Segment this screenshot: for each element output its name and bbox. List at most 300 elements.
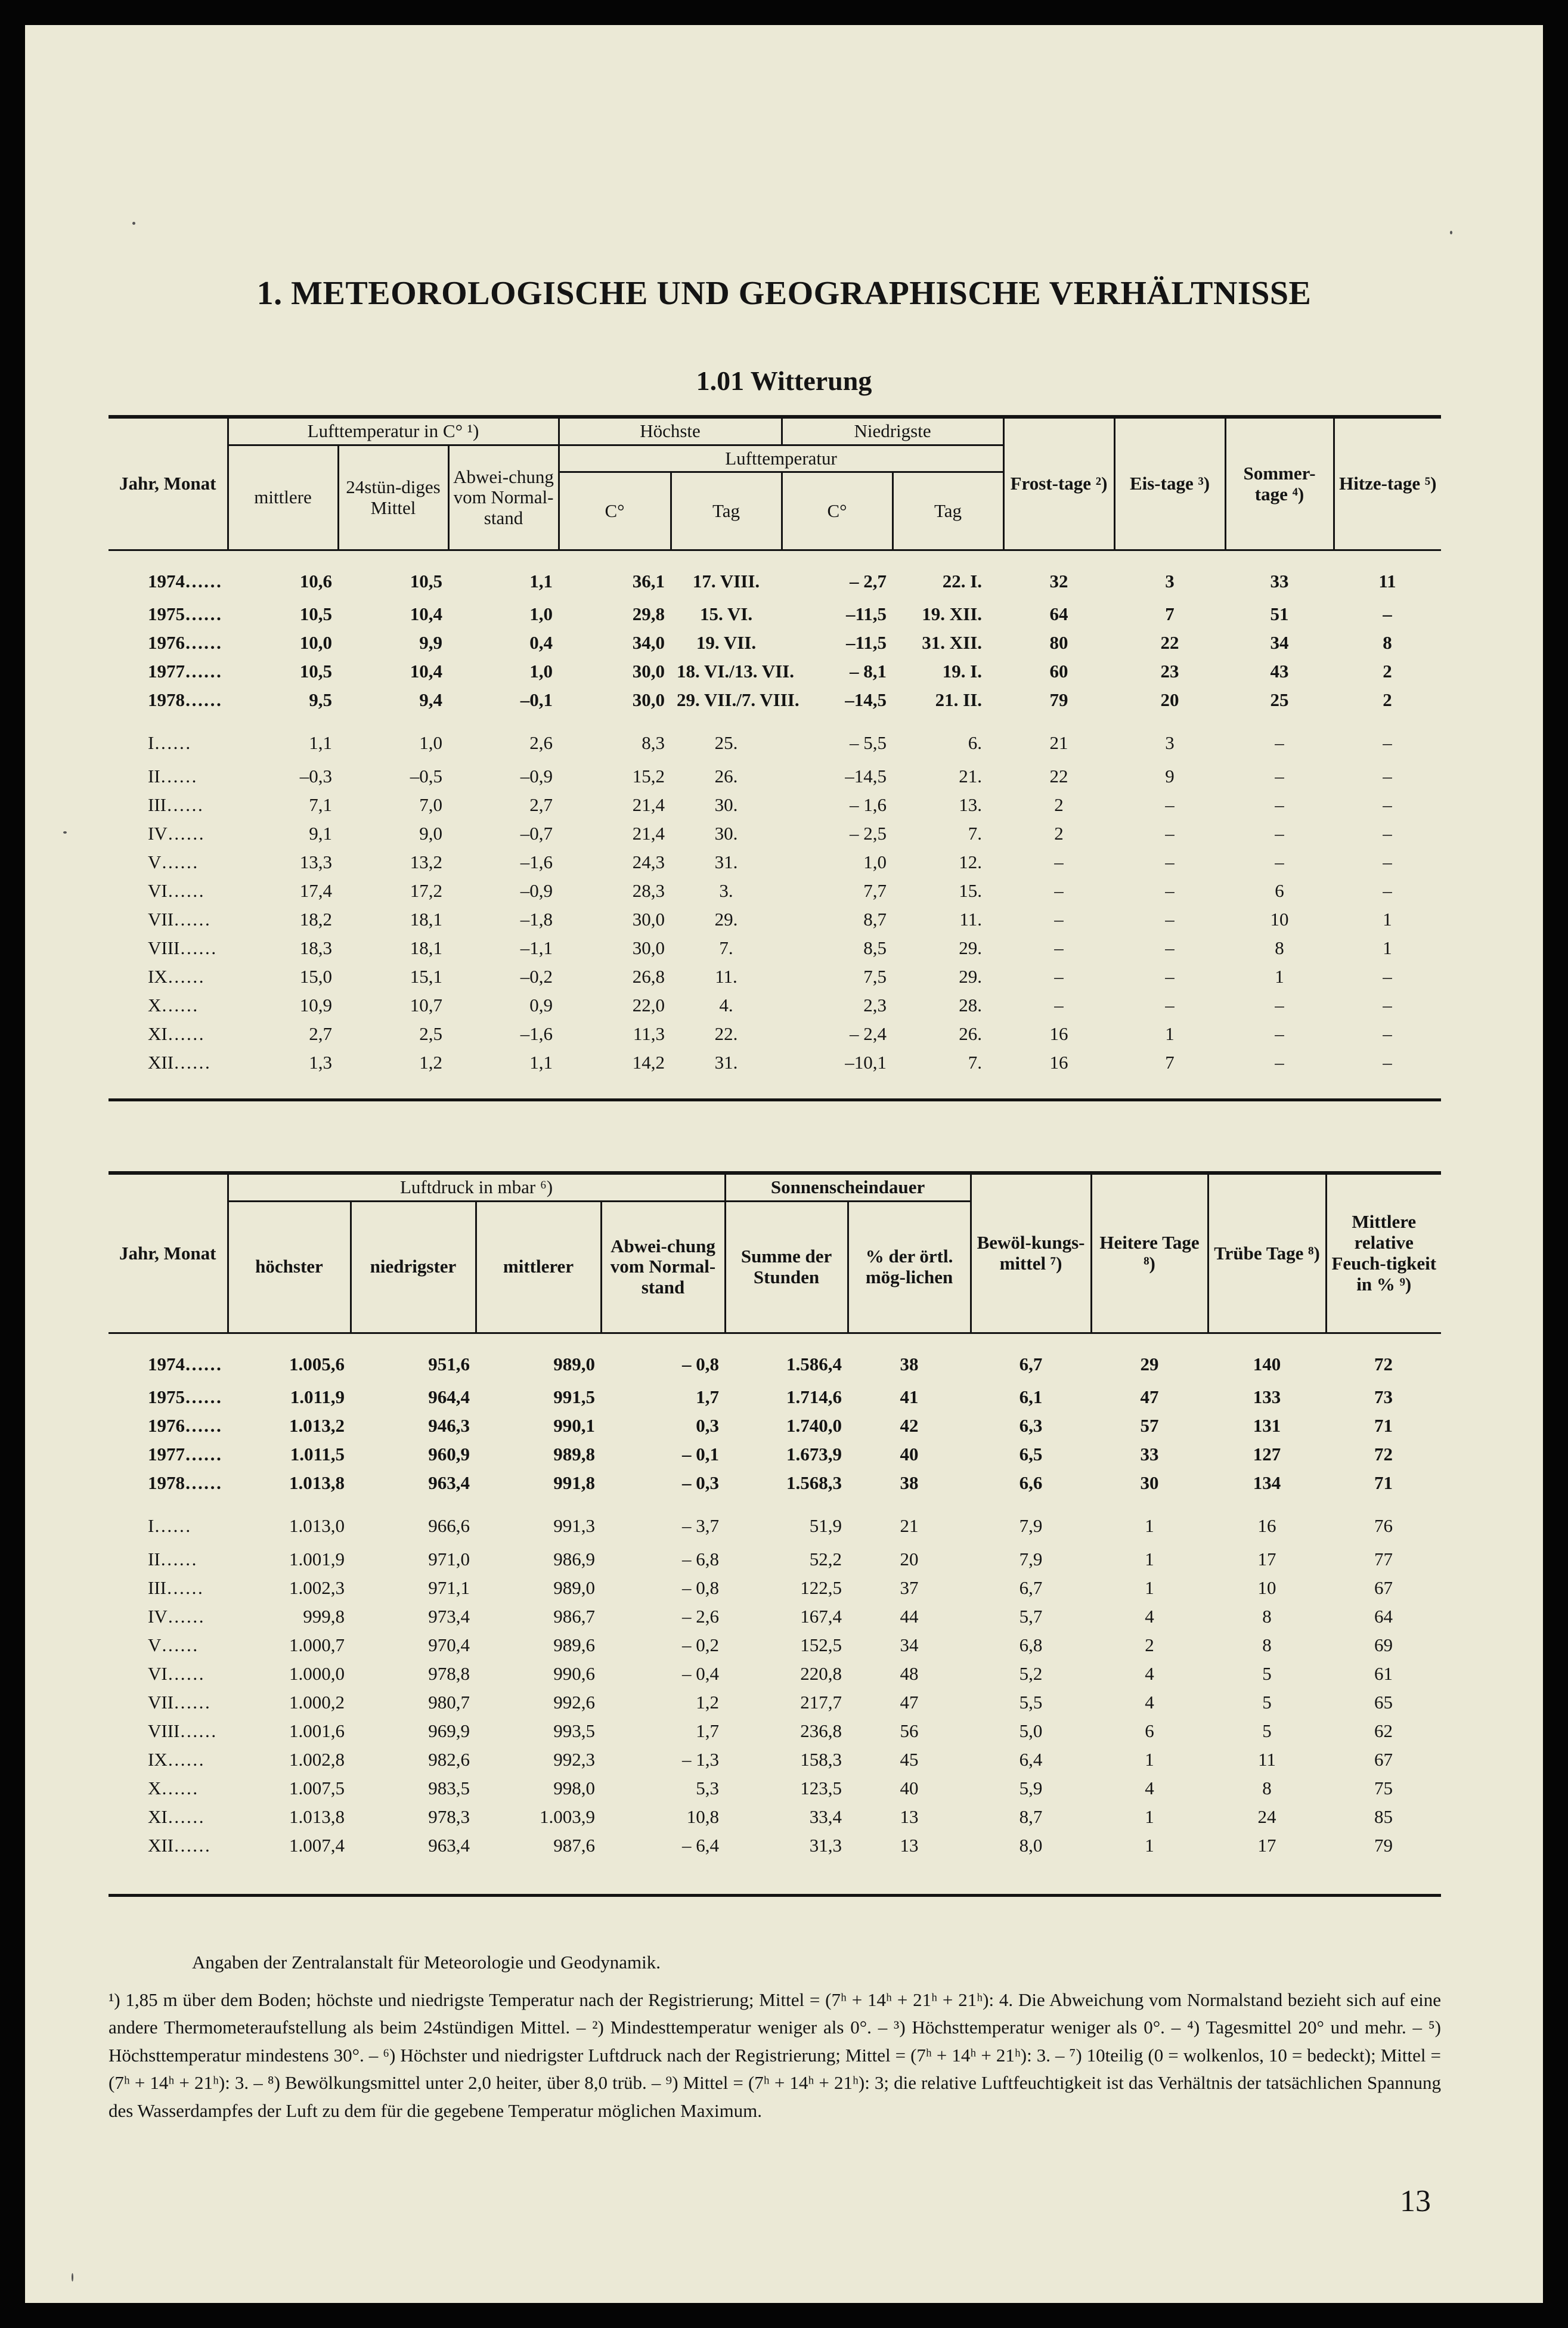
header-hoechster: höchster: [228, 1201, 351, 1333]
table-cell: 5,0: [1019, 1720, 1043, 1741]
table-cell: 15,0: [299, 966, 332, 987]
table-cell: 1,7: [696, 1720, 720, 1741]
table-cell: 22,0: [632, 995, 665, 1016]
table-cell: 33: [1270, 571, 1289, 592]
table-cell: 1.000,2: [289, 1691, 345, 1713]
table-cell: 2,7: [309, 1023, 332, 1045]
table-cell: 8: [1275, 937, 1284, 959]
paper-speck: [63, 831, 67, 834]
table-cell: –: [1275, 766, 1284, 787]
source-note: Angaben der Zentralanstalt für Meteorologie und Geodynamik.: [192, 1952, 661, 1973]
table-row: [109, 791, 1441, 819]
table-cell: 8,7: [1019, 1806, 1043, 1827]
table-cell: –: [1383, 603, 1392, 625]
row-label: 1977……: [148, 1443, 222, 1465]
table-cell: 3: [1165, 571, 1175, 592]
table-cell: 1,1: [309, 732, 332, 754]
table-cell: –14,5: [845, 689, 887, 711]
table-cell: 998,0: [553, 1777, 595, 1798]
table-cell: –14,5: [845, 766, 887, 787]
table-cell: 1.003,9: [540, 1806, 595, 1827]
table-cell: 18. VI./13. VII.: [677, 661, 794, 682]
table-cell: 18,2: [299, 909, 332, 930]
table-cell: 21: [900, 1515, 919, 1536]
table-cell: 21,4: [632, 794, 665, 816]
header-c-low: C°: [782, 472, 893, 550]
footnotes: ¹) 1,85 m über dem Boden; höchste und niedrigste Temperatur nach der Registrierung; Mittel = (7ʰ + 14ʰ + 21ʰ + 21ʰ): 4. Die Abweichung vom Normalstand bezieht sich auf eine andere Thermometeraufstellung als beim 24stündigen Mittel. – ²) Mindesttemperatur weniger als 0°. – ³) Höchsttemperatur weniger als 0°. – ⁴) Tagesmittel 20° und mehr. – ⁵) Höchsttemperatur mindestens 30°. – ⁶) Höchster und niedrigster Luftdruck nach der Registrierung; Mittel = (7ʰ + 14ʰ + 21ʰ): 3. – ⁷) 10teilig (0 = wolkenlos, 10 = bedeckt); Mittel = (7ʰ + 14ʰ + 21ʰ): 3. – ⁸) Bewölkungsmittel unter 2,0 heiter, über 8,0 trüb. – ⁹) Mittel = (7ʰ + 14ʰ + 21ʰ): 3; die relative Luftfeuchtigkeit ist das Verhältnis der tatsächlichen Spannung des Wasserdampfes der Luft zu dem für die gegebene Temperatur möglichen Maximum.: [109, 1989, 1441, 2121]
table-cell: 18,1: [410, 937, 442, 959]
table-cell: – 0,1: [682, 1443, 720, 1465]
table-cell: 24,3: [632, 852, 665, 873]
table-cell: 64: [1049, 603, 1068, 625]
document-page: [25, 25, 1543, 2303]
table-cell: 8: [1262, 1777, 1272, 1798]
table-cell: 72: [1374, 1443, 1393, 1465]
table-cell: 18,3: [299, 937, 332, 959]
table-row: [109, 629, 1441, 657]
table-cell: 26.: [714, 766, 738, 787]
table-cell: – 6,4: [682, 1834, 720, 1856]
table-cell: 140: [1253, 1353, 1281, 1374]
table-cell: 1.586,4: [786, 1353, 842, 1374]
table-end-rule: [109, 1098, 1441, 1101]
table-cell: 30: [1140, 1472, 1159, 1493]
table-cell: –: [1383, 732, 1392, 754]
table-cell: 21. II.: [935, 689, 983, 711]
table-row: [109, 819, 1441, 848]
table-cell: 29.: [959, 937, 983, 959]
table-cell: 22: [1049, 766, 1068, 787]
table-cell: –: [1383, 1052, 1392, 1073]
table-cell: 15,2: [632, 766, 665, 787]
table-cell: 10,7: [410, 995, 442, 1016]
table-cell: 77: [1374, 1548, 1393, 1569]
table-cell: 51: [1270, 603, 1289, 625]
header-truebe-tage: Trübe Tage ⁸): [1208, 1173, 1326, 1333]
pressure-table-body: [109, 1333, 1441, 1883]
table-cell: 8,0: [1019, 1834, 1043, 1856]
table-cell: 10,5: [299, 603, 332, 625]
table-cell: 21,4: [632, 823, 665, 844]
header-frosttage: Frost-tage ²): [1003, 417, 1114, 550]
table-cell: 21.: [959, 766, 983, 787]
table-cell: –: [1054, 937, 1064, 959]
table-cell: 999,8: [303, 1605, 345, 1627]
table-cell: 10,5: [410, 571, 442, 592]
table-cell: 5: [1262, 1720, 1272, 1741]
table-cell: 1: [1145, 1515, 1154, 1536]
row-label: VI……: [148, 880, 204, 902]
table-cell: 7,9: [1019, 1515, 1043, 1536]
table-cell: 131: [1253, 1414, 1281, 1436]
table-cell: 79: [1049, 689, 1068, 711]
table-row: [109, 1469, 1441, 1497]
table-cell: 26,8: [632, 966, 665, 987]
table-cell: 26.: [959, 1023, 983, 1045]
row-label: 1976……: [148, 632, 222, 654]
table-cell: 28,3: [632, 880, 665, 902]
row-label: XI……: [148, 1023, 204, 1045]
table-cell: 10,0: [299, 632, 332, 654]
table-cell: 8,5: [863, 937, 887, 959]
table-cell: 3.: [719, 880, 733, 902]
table-cell: 11.: [959, 909, 983, 930]
table-cell: –0,9: [520, 766, 553, 787]
table-cell: 10: [1257, 1577, 1276, 1598]
header-jahr-monat: Jahr, Monat: [109, 1173, 228, 1333]
row-label: III……: [148, 794, 203, 816]
table-row: [109, 1020, 1441, 1048]
table-cell: 127: [1253, 1443, 1281, 1465]
table-cell: 8: [1383, 632, 1392, 654]
table-cell: 6,8: [1019, 1634, 1043, 1655]
table-cell: 1.568,3: [786, 1472, 842, 1493]
table-cell: 40: [900, 1443, 919, 1465]
table-cell: – 8,1: [850, 661, 887, 682]
table-row: [109, 1745, 1441, 1774]
table-cell: 7: [1165, 1052, 1175, 1073]
table-cell: 30,0: [632, 909, 665, 930]
table-row: [109, 905, 1441, 934]
table-cell: 991,3: [553, 1515, 595, 1536]
table-cell: 67: [1374, 1748, 1393, 1770]
table-cell: 47: [1140, 1386, 1159, 1407]
table-cell: 152,5: [800, 1634, 842, 1655]
table-row: [109, 934, 1441, 962]
table-cell: 29,8: [632, 603, 665, 625]
table-cell: 133: [1253, 1386, 1281, 1407]
table-cell: 11.: [715, 966, 737, 987]
table-cell: 10,6: [299, 571, 332, 592]
table-cell: 971,1: [428, 1577, 470, 1598]
table-cell: 971,0: [428, 1548, 470, 1569]
table-cell: 989,6: [553, 1634, 595, 1655]
header-tag-low: Tag: [893, 472, 1003, 550]
header-lufttemperatur: Lufttemperatur in C° ¹): [228, 417, 559, 445]
table-cell: –: [1165, 995, 1175, 1016]
table-cell: –: [1054, 995, 1064, 1016]
table-cell: 11: [1378, 571, 1396, 592]
table-cell: 73: [1374, 1386, 1393, 1407]
table-cell: 134: [1253, 1472, 1281, 1493]
table-cell: 14,2: [632, 1052, 665, 1073]
table-row: [109, 962, 1441, 991]
table-row: [109, 1688, 1441, 1717]
table-cell: 6,5: [1019, 1443, 1043, 1465]
table-cell: 2: [1383, 689, 1392, 711]
table-cell: –: [1165, 852, 1175, 873]
table-cell: 966,6: [428, 1515, 470, 1536]
table-cell: 2: [1145, 1634, 1154, 1655]
table-cell: 18,1: [410, 909, 442, 930]
table-cell: – 0,8: [682, 1353, 720, 1374]
page-title: 1. METEOROLOGISCHE UND GEOGRAPHISCHE VERHÄLTNISSE: [256, 275, 1312, 312]
header-row: [109, 417, 1441, 445]
table-cell: –0,1: [520, 689, 553, 711]
table-row: [109, 1545, 1441, 1574]
row-label: VII……: [148, 909, 211, 930]
table-cell: –: [1383, 766, 1392, 787]
table-cell: 30,0: [632, 661, 665, 682]
table-row: [109, 848, 1441, 877]
table-cell: 12.: [959, 852, 983, 873]
table-row: [109, 1383, 1441, 1411]
table-cell: 989,0: [553, 1577, 595, 1598]
table-cell: 6: [1275, 880, 1284, 902]
header-niedrigster: niedrigster: [351, 1201, 476, 1333]
table-cell: 122,5: [800, 1577, 842, 1598]
table-cell: 34: [900, 1634, 919, 1655]
table-cell: 5,2: [1019, 1663, 1043, 1684]
table-row: [109, 1717, 1441, 1745]
table-cell: 982,6: [428, 1748, 470, 1770]
table-cell: 57: [1140, 1414, 1159, 1436]
page-number: 13: [1400, 2184, 1431, 2218]
table-cell: 1: [1383, 937, 1392, 959]
row-label: X……: [148, 995, 199, 1016]
table-cell: 1,1: [529, 571, 553, 592]
table-row: [109, 1333, 1441, 1383]
table-cell: –10,1: [845, 1052, 887, 1073]
paper-speck: [132, 222, 135, 225]
table-cell: 167,4: [800, 1605, 842, 1627]
table-cell: 1.001,9: [289, 1548, 345, 1569]
table-cell: 990,6: [553, 1663, 595, 1684]
table-cell: 986,9: [553, 1548, 595, 1569]
table-cell: 71: [1374, 1414, 1393, 1436]
table-cell: 8,7: [863, 909, 887, 930]
table-cell: 986,7: [553, 1605, 595, 1627]
table-cell: 7.: [968, 823, 983, 844]
table-cell: –0,5: [410, 766, 442, 787]
table-cell: 5: [1262, 1663, 1272, 1684]
table-cell: 978,3: [428, 1806, 470, 1827]
table-row: [109, 1048, 1441, 1100]
table-cell: 158,3: [800, 1748, 842, 1770]
table-cell: 62: [1374, 1720, 1393, 1741]
header-sommertage: Sommer-tage ⁴): [1225, 417, 1334, 550]
table-row: [109, 1631, 1441, 1660]
table-cell: 1.013,8: [289, 1472, 345, 1493]
table-cell: 991,8: [553, 1472, 595, 1493]
table-cell: 0,4: [529, 632, 553, 654]
table-cell: 7,1: [309, 794, 332, 816]
header-summe: Summe der Stunden: [725, 1201, 848, 1333]
header-heitere-tage: Heitere Tage ⁸): [1091, 1173, 1208, 1333]
table-cell: –: [1383, 852, 1392, 873]
table-row: [109, 991, 1441, 1020]
table-cell: 5,5: [1019, 1691, 1043, 1713]
table-row: [109, 877, 1441, 905]
paper-speck: [72, 2273, 73, 2281]
table-cell: 42: [900, 1414, 919, 1436]
table-cell: 13.: [959, 794, 983, 816]
table-cell: 85: [1374, 1806, 1393, 1827]
table-cell: 31.: [714, 852, 738, 873]
table-cell: 217,7: [800, 1691, 842, 1713]
table-cell: 32: [1049, 571, 1068, 592]
row-label: 1978……: [148, 1472, 222, 1493]
table-cell: 964,4: [428, 1386, 470, 1407]
table-cell: 1,2: [419, 1052, 442, 1073]
table-cell: 980,7: [428, 1691, 470, 1713]
table-cell: 1.013,2: [289, 1414, 345, 1436]
row-label: VI……: [148, 1663, 204, 1684]
table-cell: 29.: [714, 909, 738, 930]
table-cell: 1.011,5: [290, 1443, 345, 1465]
table-cell: 2: [1054, 823, 1064, 844]
table-cell: 963,4: [428, 1834, 470, 1856]
table-cell: 978,8: [428, 1663, 470, 1684]
table-cell: –1,8: [520, 909, 553, 930]
table-cell: 4: [1145, 1691, 1154, 1713]
table-cell: 24: [1257, 1806, 1276, 1827]
header-24h-mittel: 24stün-diges Mittel: [338, 445, 448, 550]
table-cell: –: [1383, 880, 1392, 902]
header-feuchtigkeit: Mittlere relative Feuch-tigkeit in % ⁹): [1326, 1173, 1441, 1333]
table-cell: 34,0: [632, 632, 665, 654]
row-label: IX……: [148, 966, 204, 987]
table-cell: 4.: [719, 995, 733, 1016]
header-abweichung: Abwei-chung vom Normal-stand: [448, 445, 559, 550]
table-cell: 17,2: [410, 880, 442, 902]
table-cell: 38: [900, 1472, 919, 1493]
table-cell: 72: [1374, 1353, 1393, 1374]
table-cell: 10,9: [299, 995, 332, 1016]
table-cell: 22. I.: [942, 571, 983, 592]
table-cell: 9,4: [419, 689, 442, 711]
table-cell: –0,9: [520, 880, 553, 902]
row-label: XI……: [148, 1806, 204, 1827]
table-cell: 16: [1049, 1023, 1068, 1045]
table-cell: 7,5: [863, 966, 887, 987]
table-cell: 7,7: [863, 880, 887, 902]
table-cell: 17,4: [299, 880, 332, 902]
row-label: 1977……: [148, 661, 222, 682]
header-hitzetage: Hitze-tage ⁵): [1334, 417, 1441, 550]
table-cell: – 2,7: [850, 571, 887, 592]
table-cell: 10,4: [410, 603, 442, 625]
row-label: 1976……: [148, 1414, 222, 1436]
section-title: 1.01 Witterung: [696, 366, 872, 396]
table-cell: 993,5: [553, 1720, 595, 1741]
table-cell: 4: [1145, 1605, 1154, 1627]
table-cell: – 6,8: [682, 1548, 720, 1569]
table-cell: 1: [1275, 966, 1284, 987]
table-cell: –: [1165, 794, 1175, 816]
table-cell: 220,8: [800, 1663, 842, 1684]
table-cell: –: [1054, 880, 1064, 902]
table-cell: 76: [1374, 1515, 1393, 1536]
table-cell: 29: [1140, 1353, 1159, 1374]
table-cell: 10,5: [299, 661, 332, 682]
table-cell: –: [1165, 909, 1175, 930]
row-label: V……: [148, 1634, 199, 1655]
table-cell: 56: [900, 1720, 919, 1741]
table-cell: 31,3: [809, 1834, 842, 1856]
table-cell: 79: [1374, 1834, 1393, 1856]
table-cell: 60: [1049, 661, 1068, 682]
table-cell: – 5,5: [850, 732, 887, 754]
table-cell: 31.: [714, 1052, 738, 1073]
table-cell: 946,3: [428, 1414, 470, 1436]
table-cell: 8: [1262, 1634, 1272, 1655]
table-cell: 34: [1270, 632, 1289, 654]
table-cell: –: [1165, 880, 1175, 902]
table-cell: – 1,6: [850, 794, 887, 816]
table-cell: 2: [1054, 794, 1064, 816]
table-cell: 0,3: [696, 1414, 720, 1436]
table-cell: 1: [1145, 1577, 1154, 1598]
table-cell: 1.001,6: [289, 1720, 345, 1741]
table-cell: 1,0: [529, 661, 553, 682]
row-label: I……: [148, 1515, 191, 1536]
table-cell: 41: [900, 1386, 919, 1407]
table-cell: 1.002,3: [289, 1577, 345, 1598]
header-eistage: Eis-tage ³): [1114, 417, 1225, 550]
table-cell: 10: [1270, 909, 1289, 930]
table-cell: 17: [1257, 1834, 1276, 1856]
table-cell: 992,3: [553, 1748, 595, 1770]
table-cell: 1,1: [529, 1052, 553, 1073]
table-cell: 61: [1374, 1663, 1393, 1684]
table-cell: 1.673,9: [786, 1443, 842, 1465]
table-row: [109, 1574, 1441, 1602]
row-label: III……: [148, 1577, 203, 1598]
table-cell: 1.005,6: [289, 1353, 345, 1374]
row-label: I……: [148, 732, 191, 754]
table-cell: 1.740,0: [786, 1414, 842, 1436]
table-cell: 5,7: [1019, 1605, 1043, 1627]
table-cell: 10,4: [410, 661, 442, 682]
temperature-table: [109, 415, 1441, 1100]
header-mittlerer: mittlerer: [476, 1201, 601, 1333]
table-cell: 123,5: [800, 1777, 842, 1798]
table-cell: 5,9: [1019, 1777, 1043, 1798]
table-cell: 9,5: [309, 689, 332, 711]
table-cell: –: [1383, 995, 1392, 1016]
table-cell: 6,3: [1019, 1414, 1043, 1436]
table-cell: 11: [1258, 1748, 1276, 1770]
row-label: 1978……: [148, 689, 222, 711]
table-cell: 17. VIII.: [692, 571, 760, 592]
table-cell: 9: [1165, 766, 1175, 787]
table-cell: 5: [1262, 1691, 1272, 1713]
table-cell: 1.013,0: [289, 1515, 345, 1536]
table-cell: – 2,5: [850, 823, 887, 844]
table-cell: 6.: [968, 732, 983, 754]
table-cell: 1.011,9: [290, 1386, 345, 1407]
row-label: XII……: [148, 1052, 211, 1073]
table-cell: 64: [1374, 1605, 1393, 1627]
table-cell: 7,0: [419, 794, 442, 816]
table-cell: – 2,4: [850, 1023, 887, 1045]
table-cell: 29.: [959, 966, 983, 987]
table-row: [109, 1440, 1441, 1469]
table-cell: 987,6: [553, 1834, 595, 1856]
table-cell: 2: [1383, 661, 1392, 682]
table-cell: 236,8: [800, 1720, 842, 1741]
table-cell: 7: [1165, 603, 1175, 625]
table-cell: 989,0: [553, 1353, 595, 1374]
table-cell: 1.002,8: [289, 1748, 345, 1770]
table-cell: 1.000,7: [289, 1634, 345, 1655]
table-cell: 13,2: [410, 852, 442, 873]
table-row: [109, 600, 1441, 629]
table-cell: –: [1054, 852, 1064, 873]
table-cell: 6,6: [1019, 1472, 1043, 1493]
table-cell: 31. XII.: [922, 632, 983, 654]
